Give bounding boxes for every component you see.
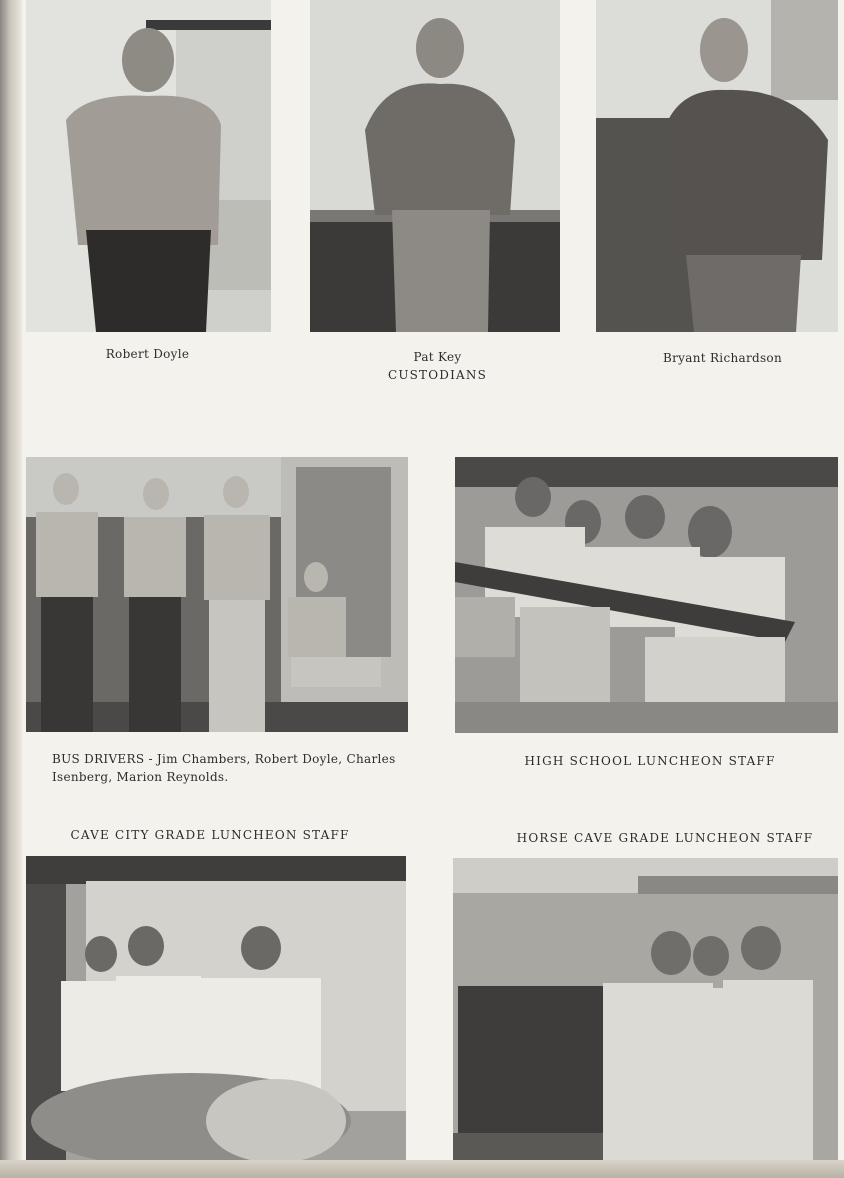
photo-robert-doyle	[26, 0, 271, 332]
page-bottom-edge	[0, 1160, 844, 1178]
cave-city-luncheon-caption: CAVE CITY GRADE LUNCHEON STAFF	[70, 828, 350, 842]
high-school-luncheon-caption: HIGH SCHOOL LUNCHEON STAFF	[524, 754, 776, 768]
horse-cave-luncheon-caption: HORSE CAVE GRADE LUNCHEON STAFF	[516, 831, 814, 845]
photo-bus-drivers	[26, 457, 408, 732]
bus-drivers-caption-line1: BUS DRIVERS - Jim Chambers, Robert Doyle, Charles	[52, 752, 396, 766]
page-binding-edge	[0, 0, 22, 1178]
photo-high-school-luncheon	[455, 457, 838, 733]
photo-cave-city-luncheon	[26, 856, 406, 1160]
photo-pat-key	[310, 0, 560, 332]
photo-horse-cave-luncheon	[453, 858, 838, 1160]
custodian-name-2: Pat Key	[413, 350, 462, 364]
bus-drivers-caption-line2: Isenberg, Marion Reynolds.	[52, 770, 229, 784]
bus-drivers-caption	[52, 750, 402, 786]
caption-name-2	[330, 348, 545, 384]
custodians-label: CUSTODIANS	[387, 368, 488, 382]
photo-bryant-richardson	[596, 0, 838, 332]
caption-name-3: Bryant Richardson	[663, 351, 782, 365]
caption-name-1: Robert Doyle	[105, 347, 190, 361]
